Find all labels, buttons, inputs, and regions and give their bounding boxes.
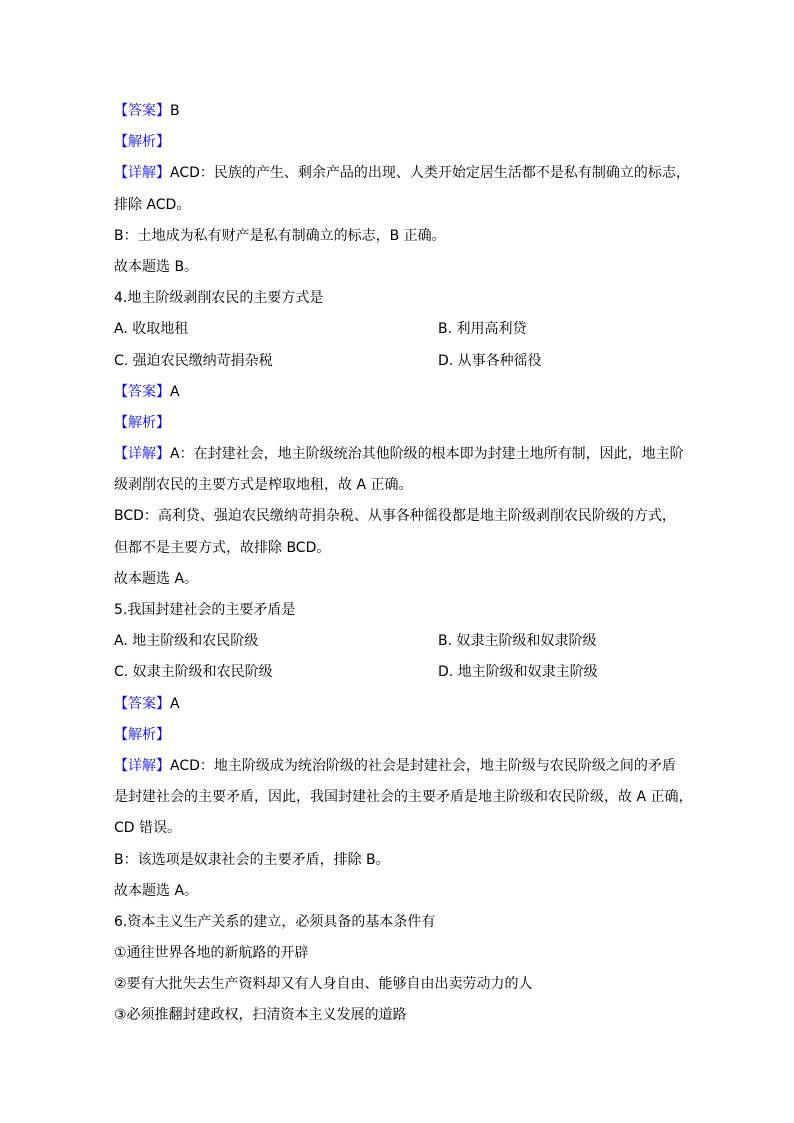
q4-analysis-line [114,408,694,439]
q5-conclusion: 故本题选 A。 [114,882,199,899]
q5-detail-line-1 [114,751,694,782]
q6-item-2: ②要有大批失去生产资料却又有人身自由、能够自由出卖劳动力的人 [114,976,533,993]
document-page [114,96,694,1032]
q5-option-b: B. 奴隶主阶级和奴隶阶级 [438,633,597,650]
q4-option-a: A. 收取地租 [114,321,189,338]
q4-stem: 4.地主阶级剥削农民的主要方式是 [114,290,324,307]
q4-detail-line-3: BCD：高利贷、强迫农民缴纳苛捐杂税、从事各种徭役都是地主阶级剥削农民阶级的方式， [114,508,676,525]
q4-option-c: C. 强迫农民缴纳苛捐杂税 [114,352,273,369]
detail-tag: 【详解】 [114,165,170,182]
q4-options-row-2 [114,346,694,377]
q3-detail-text-1: ACD：民族的产生、剩余产品的出现、人类开始定居生活都不是私有制确立的标志， [170,165,690,182]
answer-tag: 【答案】 [114,695,170,712]
q5-options-row-1 [114,626,694,657]
q3-detail-line-3: B：土地成为私有财产是私有制确立的标志，B 正确。 [114,227,446,244]
analysis-tag: 【解析】 [114,726,170,743]
q4-conclusion: 故本题选 A。 [114,570,199,587]
q6-item-3: ③必须推翻封建政权，扫清资本主义发展的道路 [114,1007,407,1024]
q3-conclusion: 故本题选 B。 [114,258,199,275]
q3-detail-line-2: 排除 ACD。 [114,196,191,213]
q4-detail-line-1 [114,439,694,470]
q5-detail-line-4: B：该选项是奴隶社会的主要矛盾，排除 B。 [114,851,390,868]
q3-detail-line-1 [114,158,694,189]
q6-stem: 6.资本主义生产关系的建立，必须具备的基本条件有 [114,913,436,930]
q5-answer-value: A [170,695,180,712]
q5-detail-line-2: 是封建社会的主要矛盾，因此，我国封建社会的主要矛盾是地主阶级和农民阶级，故 A 正确， [114,789,693,806]
q4-detail-line-2: 级剥削农民的主要方式是榨取地租，故 A 正确。 [114,477,413,494]
q3-analysis-line [114,127,694,158]
q5-detail-line-3: CD 错误。 [114,820,182,837]
q4-answer-value: A [170,383,180,400]
q5-option-c: C. 奴隶主阶级和农民阶级 [114,664,273,681]
q5-option-d: D. 地主阶级和奴隶主阶级 [438,664,598,681]
q5-detail-text-1: ACD：地主阶级成为统治阶级的社会是封建社会，地主阶级与农民阶级之间的矛盾 [170,757,676,774]
q4-option-b: B. 利用高利贷 [438,321,527,338]
q4-detail-text-1: A：在封建社会，地主阶级统治其他阶级的根本即为封建土地所有制，因此，地主阶 [170,446,684,463]
q5-analysis-line [114,720,694,751]
analysis-tag: 【解析】 [114,414,170,431]
q4-answer-line [114,377,694,408]
q5-stem: 5.我国封建社会的主要矛盾是 [114,602,296,618]
detail-tag: 【详解】 [114,757,170,774]
answer-tag: 【答案】 [114,103,170,119]
q5-options-row-2 [114,657,694,688]
q3-answer-value: B [170,103,180,119]
q5-option-a: A. 地主阶级和农民阶级 [114,633,259,650]
detail-tag: 【详解】 [114,446,170,463]
q4-options-row-1 [114,314,694,345]
q4-option-d: D. 从事各种徭役 [438,352,542,369]
q3-answer-line [114,96,694,127]
q6-item-1: ①通往世界各地的新航路的开辟 [114,945,309,962]
q5-answer-line [114,689,694,720]
q4-detail-line-4: 但都不是主要方式，故排除 BCD。 [114,539,331,556]
analysis-tag: 【解析】 [114,134,170,151]
answer-tag: 【答案】 [114,383,170,400]
